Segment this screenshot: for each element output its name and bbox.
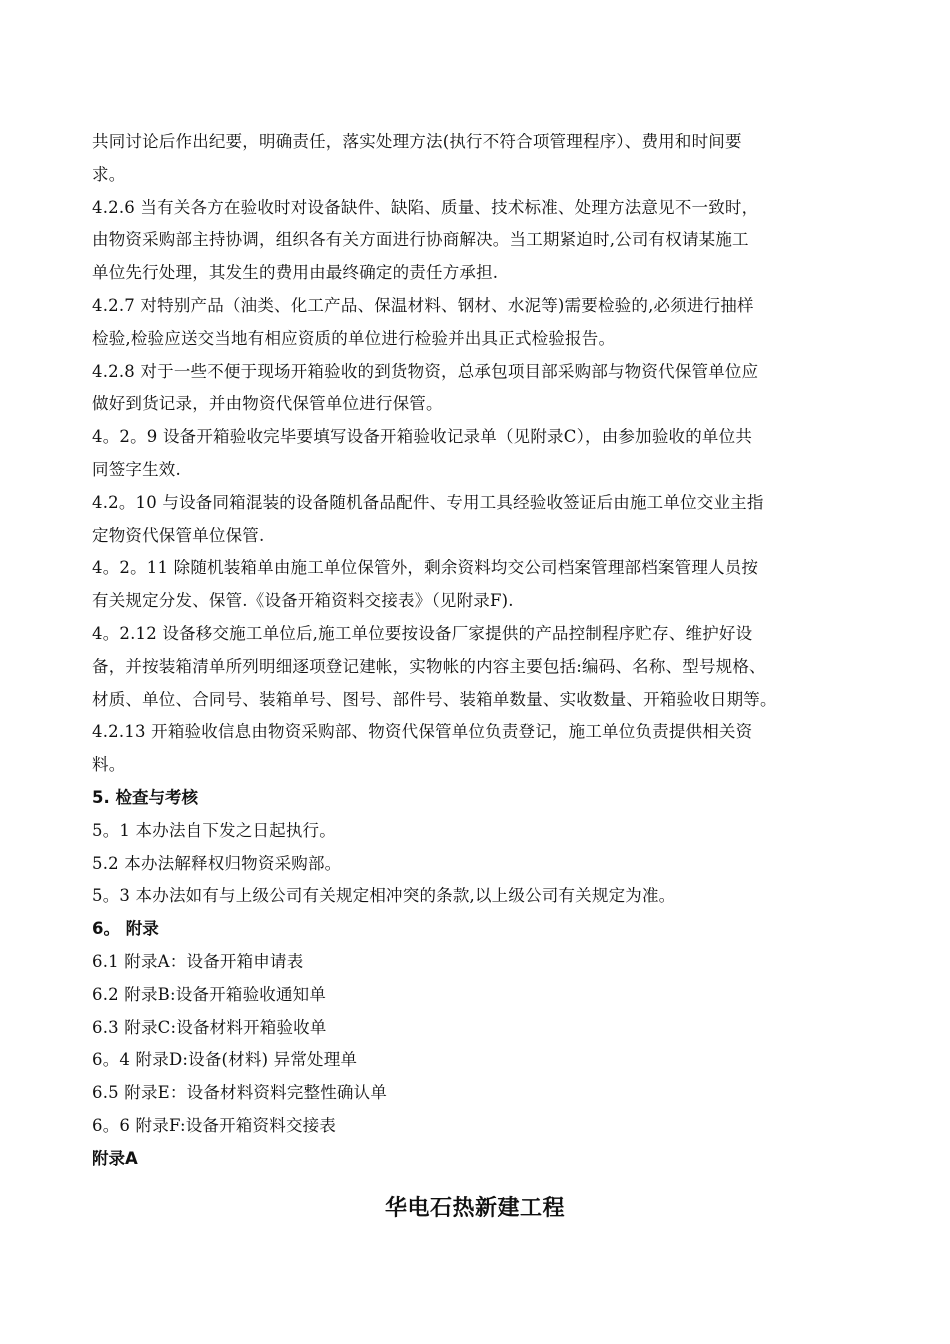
paragraph-line: 同签字生效. <box>92 459 181 479</box>
appendix-list-item: 6.2 附录B:设备开箱验收通知单 <box>92 984 327 1004</box>
paragraph-line: 求。 <box>92 164 126 184</box>
section-6-heading: 6。 附录 <box>92 919 159 939</box>
clause-4-2-9: 4。2。9 设备开箱验收完毕要填写设备开箱验收记录单（见附录C），由参加验收的单位共 <box>92 427 753 447</box>
section-5-item: 5。3 本办法如有与上级公司有关规定相冲突的条款,以上级公司有关规定为准。 <box>92 886 676 906</box>
document-body <box>92 126 872 1176</box>
section-5-item: 5。1 本办法自下发之日起执行。 <box>92 820 336 840</box>
clause-4-2-12: 4。2.12 设备移交施工单位后,施工单位要按设备厂家提供的产品控制程序贮存、维护好设 <box>92 623 753 643</box>
clause-4-2-10: 4.2。10 与设备同箱混装的设备随机备品配件、专用工具经验收签证后由施工单位交业主指 <box>92 492 764 512</box>
section-5-heading: 5. 检查与考核 <box>92 787 198 807</box>
clause-4-2-8: 4.2.8 对于一些不便于现场开箱验收的到货物资，总承包项目部采购部与物资代保管单位应 <box>92 361 759 381</box>
clause-4-2-13: 4.2.13 开箱验收信息由物资采购部、物资代保管单位负责登记，施工单位负责提供相关资 <box>92 722 753 742</box>
paragraph-line: 单位先行处理，其发生的费用由最终确定的责任方承担. <box>92 263 499 283</box>
paragraph-line: 定物资代保管单位保管. <box>92 525 265 545</box>
paragraph-line: 共同讨论后作出纪要，明确责任，落实处理方法(执行不符合项管理程序）、费用和时间要 <box>92 132 742 151</box>
appendix-list-item: 6。4 附录D:设备(材料) 异常处理单 <box>92 1050 358 1070</box>
paragraph-line: 材质、单位、合同号、装箱单号、图号、部件号、装箱单数量、实收数量、开箱验收日期等。 <box>92 689 777 709</box>
appendix-list-item: 6。6 附录F:设备开箱资料交接表 <box>92 1115 337 1135</box>
section-5-item: 5.2 本办法解释权归物资采购部。 <box>92 853 342 873</box>
paragraph-line: 备，并按装箱清单所列明细逐项登记建帐，实物帐的内容主要包括:编码、名称、型号规格、 <box>92 656 766 676</box>
appendix-a-label: 附录A <box>92 1148 138 1168</box>
paragraph-line: 由物资采购部主持协调，组织各有关方面进行协商解决。当工期紧迫时,公司有权请某施工 <box>92 230 749 250</box>
clause-4-2-11: 4。2。11 除随机装箱单由施工单位保管外，剩余资料均交公司档案管理部档案管理人员按 <box>92 558 759 578</box>
paragraph-line: 有关规定分发、保管.《设备开箱资料交接表》（见附录F). <box>92 591 514 611</box>
appendix-list-item: 6.5 附录E：设备材料资料完整性确认单 <box>92 1083 388 1103</box>
paragraph-line: 料。 <box>92 755 126 775</box>
clause-4-2-7: 4.2.7 对特别产品（油类、化工产品、保温材料、钢材、水泥等)需要检验的,必须进行抽样 <box>92 295 754 315</box>
appendix-list-item: 6.1 附录A：设备开箱申请表 <box>92 951 304 971</box>
paragraph-line: 检验,检验应送交当地有相应资质的单位进行检验并出具正式检验报告。 <box>92 328 616 348</box>
paragraph-line: 做好到货记录，并由物资代保管单位进行保管。 <box>92 394 443 414</box>
clause-4-2-6: 4.2.6 当有关各方在验收时对设备缺件、缺陷、质量、技术标准、处理方法意见不一致时， <box>92 197 759 217</box>
appendix-list-item: 6.3 附录C:设备材料开箱验收单 <box>92 1017 327 1037</box>
project-title: 华电石热新建工程 <box>384 1196 565 1221</box>
